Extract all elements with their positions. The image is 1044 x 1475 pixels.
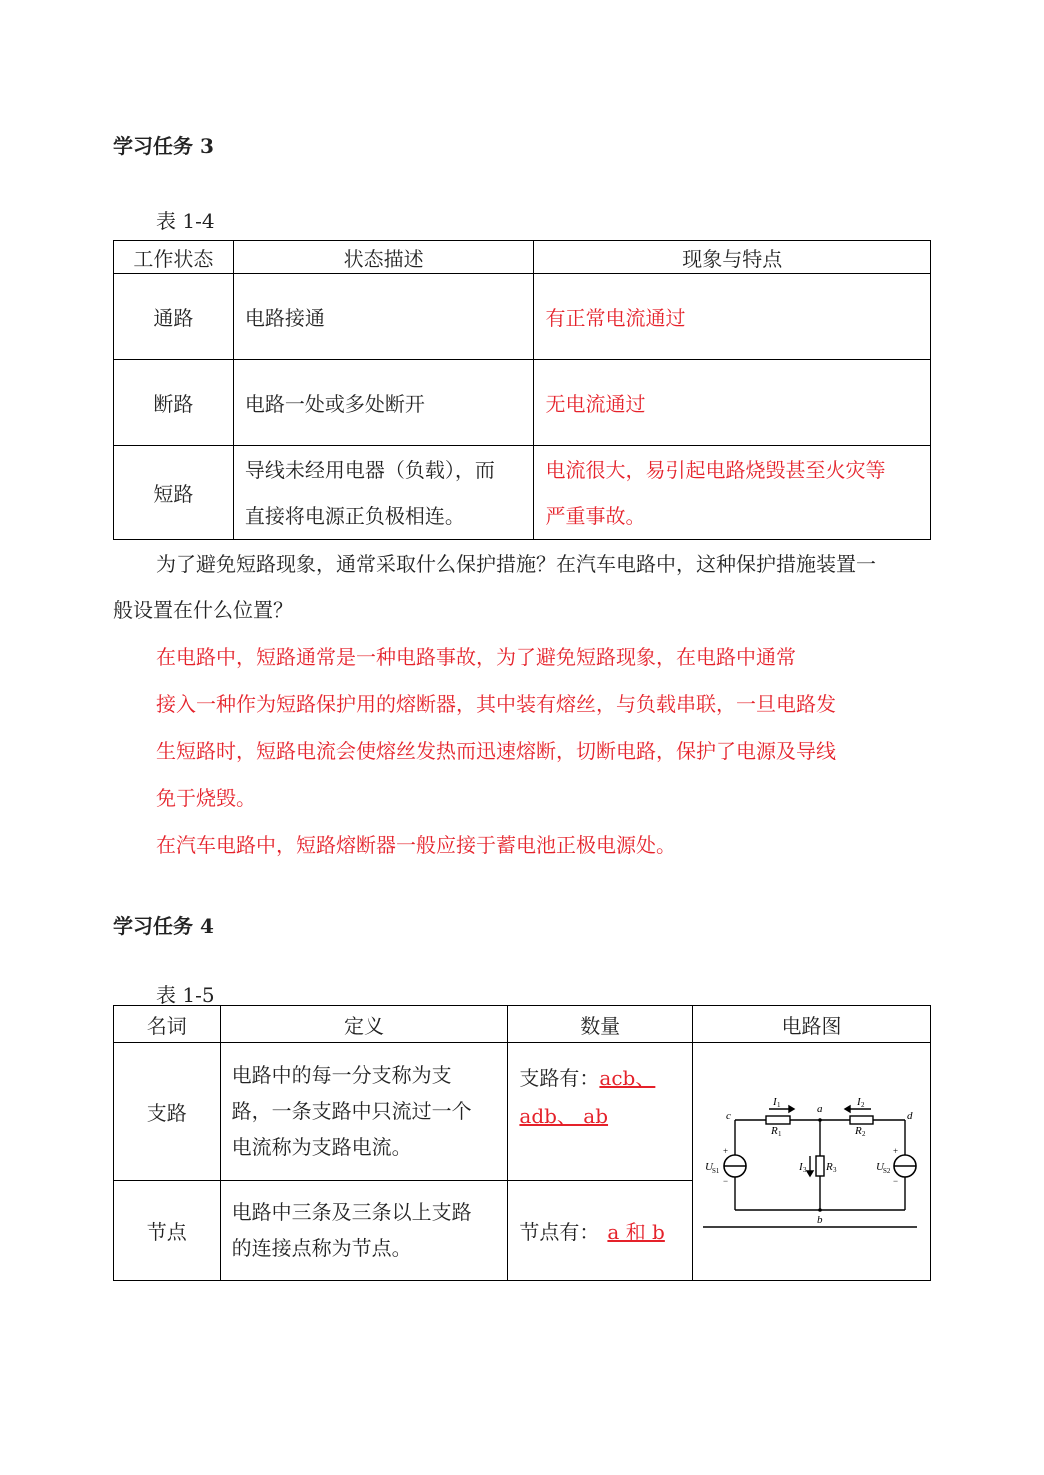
node-a-dot [818,1118,822,1122]
definition-line: 的连接点称为节点。 [231,1236,412,1261]
count-prefix: 支路有： [519,1066,600,1090]
state-cell: 通路 [114,274,234,360]
answer-line: 在汽车电路中，短路熔断器一般应接于蓄电池正极电源处。 [156,833,676,857]
i1-subscript: 1 [776,1101,781,1109]
us2-label: U [875,1161,884,1173]
definition-cell [220,1043,508,1181]
node-b-label: b [816,1214,823,1226]
count-prefix: 节点有： [519,1219,600,1244]
desc-cell: 电路一处或多处断开 [233,360,534,446]
definition-line: 电流称为支路电流。 [231,1135,412,1160]
us2-minus: − [892,1176,899,1186]
circuit-diagram [693,1043,930,1280]
r2-subscript: 2 [861,1130,866,1138]
r3-label: R [825,1161,833,1173]
answer-line: 在电路中，短路通常是一种电路事故，为了避免短路现象，在电路中通常 [156,645,796,669]
i2-subscript: 2 [860,1101,865,1109]
feature-cell [534,446,931,540]
state-cell: 短路 [114,446,234,540]
us2-subscript: S2 [882,1167,891,1175]
r3-subscript: 3 [832,1166,837,1174]
answer-line: 生短路时，短路电流会使熔丝发热而迅速熔断，切断电路，保护了电源及导线 [156,739,836,763]
state-cell: 断路 [114,360,234,446]
definition-line: 路，一条支路中只流过一个 [231,1099,472,1124]
r1-label: R [770,1125,778,1137]
feature-line: 电流很大，易引起电路烧毁甚至火灾等 [545,457,886,482]
i1-label: I [772,1096,777,1108]
i3-subscript: 3 [802,1166,807,1174]
count-cell [508,1180,693,1280]
r2-label: R [854,1125,862,1137]
feature-line: 严重事故。 [545,503,646,528]
table-row [114,360,931,446]
header-count: 数量 [508,1006,693,1043]
task3-heading: 学习任务 3 [113,134,214,158]
answer-line: 免于烧毁。 [156,786,256,810]
us2-plus: + [892,1146,899,1156]
header-work-state: 工作状态 [114,241,234,274]
desc-line: 导线未经用电器（负载），而 [244,457,495,482]
definition-line: 电路中的每一分支称为支 [231,1063,452,1088]
arrow-i3-icon [807,1171,813,1176]
us1-label: U [704,1161,713,1173]
desc-cell [233,446,534,540]
node-b-dot [818,1208,822,1212]
i2-label: I [856,1096,861,1108]
r1-subscript: 1 [777,1130,782,1138]
table-row [114,446,931,540]
answer-line: 接入一种作为短路保护用的熔断器，其中装有熔丝，与负载串联，一旦电路发 [156,692,836,716]
table-1-5 [113,1005,931,1281]
header-definition: 定义 [220,1006,508,1043]
i3-label: I [798,1161,803,1173]
question-line-2: 般设置在什么位置？ [113,598,293,622]
header-term: 名词 [114,1006,221,1043]
term-cell: 支路 [114,1043,221,1181]
us1-subscript: S1 [711,1167,720,1175]
resistor-r1 [766,1116,790,1124]
node-c-label: c [725,1110,731,1122]
circuit-diagram-cell [692,1043,930,1281]
definition-line: 电路中三条及三条以上支路 [231,1200,472,1225]
header-circuit-diagram: 电路图 [692,1006,930,1043]
table-1-4 [113,240,931,540]
count-cell [508,1043,693,1181]
header-phenomenon: 现象与特点 [534,241,931,274]
header-state-desc: 状态描述 [233,241,534,274]
resistor-r2 [850,1116,873,1124]
node-d-label: d [906,1110,913,1122]
table-1-5-caption: 表 1-5 [156,983,215,1007]
count-answer: adb、 ab [519,1104,609,1128]
node-a-label: a [816,1103,823,1115]
arrow-i1-icon [789,1106,794,1112]
arrow-i2-icon [845,1106,850,1112]
feature-cell: 无电流通过 [534,360,931,446]
us1-plus: + [722,1146,729,1156]
desc-line: 直接将电源正负极相连。 [244,503,465,528]
us1-minus: − [722,1176,729,1186]
desc-cell: 电路接通 [233,274,534,360]
count-answer: acb、 [599,1066,656,1090]
term-cell: 节点 [114,1180,221,1280]
feature-cell: 有正常电流通过 [534,274,931,360]
question-line-1: 为了避免短路现象，通常采取什么保护措施？在汽车电路中，这种保护措施装置一 [156,552,876,576]
definition-cell [220,1180,508,1280]
task4-heading: 学习任务 4 [113,914,214,938]
resistor-r3 [816,1156,824,1176]
table-row [114,274,931,360]
count-answer: a 和 b [607,1219,665,1244]
table-1-4-caption: 表 1-4 [156,209,215,233]
table-row [114,1043,931,1181]
